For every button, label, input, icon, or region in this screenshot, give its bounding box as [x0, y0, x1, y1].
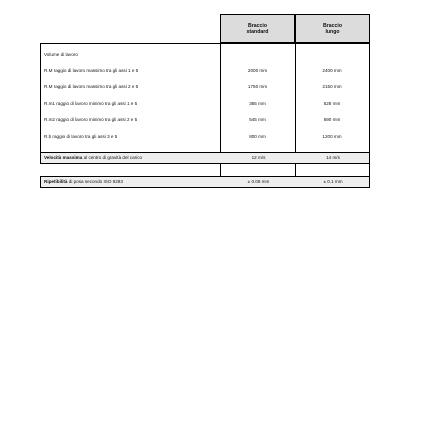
row-label: R.M raggio di lavoro massimo tra gli assi 2 e 5 [44, 84, 139, 89]
row-label: R.m1 raggio di lavoro minimo tra gli assi 1 e 5 [44, 101, 138, 106]
standard-value: 365 mm [249, 101, 266, 106]
long-value: 690 mm [323, 117, 341, 122]
row-label: Volume di lavoro [44, 52, 78, 57]
row-label [44, 179, 123, 184]
long-value: ± 0.1 mm [323, 179, 343, 184]
column-divider [295, 43, 296, 188]
column-divider [369, 43, 370, 188]
long-value: 1200 mm [322, 134, 342, 139]
long-value: 528 mm [323, 101, 341, 106]
long-value: 2400 mm [322, 68, 342, 73]
column-header-long [295, 14, 370, 43]
column-header-standard-label: Braccio standard [246, 22, 269, 35]
column-divider [220, 43, 221, 188]
table-row-repeatability [40, 176, 370, 188]
long-value: 14 m/s [326, 155, 340, 160]
speed-label-rest: al centro di gravità del carico [82, 155, 143, 160]
standard-value: 2000 mm [247, 68, 268, 73]
standard-value: 545 mm [249, 117, 266, 122]
table-row-speed [40, 152, 370, 164]
column-header-standard [220, 14, 295, 43]
speed-label-bold: Velocità massima [44, 155, 83, 160]
repeatability-label-rest: di posa secondo ISO 9283 [67, 179, 123, 184]
row-label: R.m2 raggio di lavoro minimo tra gli assi 2 e 5 [44, 117, 138, 122]
standard-value: 12 m/s [251, 155, 266, 160]
row-label: R.M raggio di lavoro massimo tra gli assi 1 e 5 [44, 68, 139, 73]
row-label: R.b raggio di lavoro tra gli assi 3 e 5 [44, 134, 118, 139]
standard-value: ± 0.06 mm [247, 179, 270, 184]
standard-value: 800 mm [249, 134, 266, 139]
standard-value: 1750 mm [247, 84, 268, 89]
long-value: 2150 mm [322, 84, 342, 89]
repeatability-label-bold: Ripetibilità [44, 179, 68, 184]
row-label [44, 155, 142, 160]
column-header-long-label: Braccio lungo [322, 22, 343, 35]
